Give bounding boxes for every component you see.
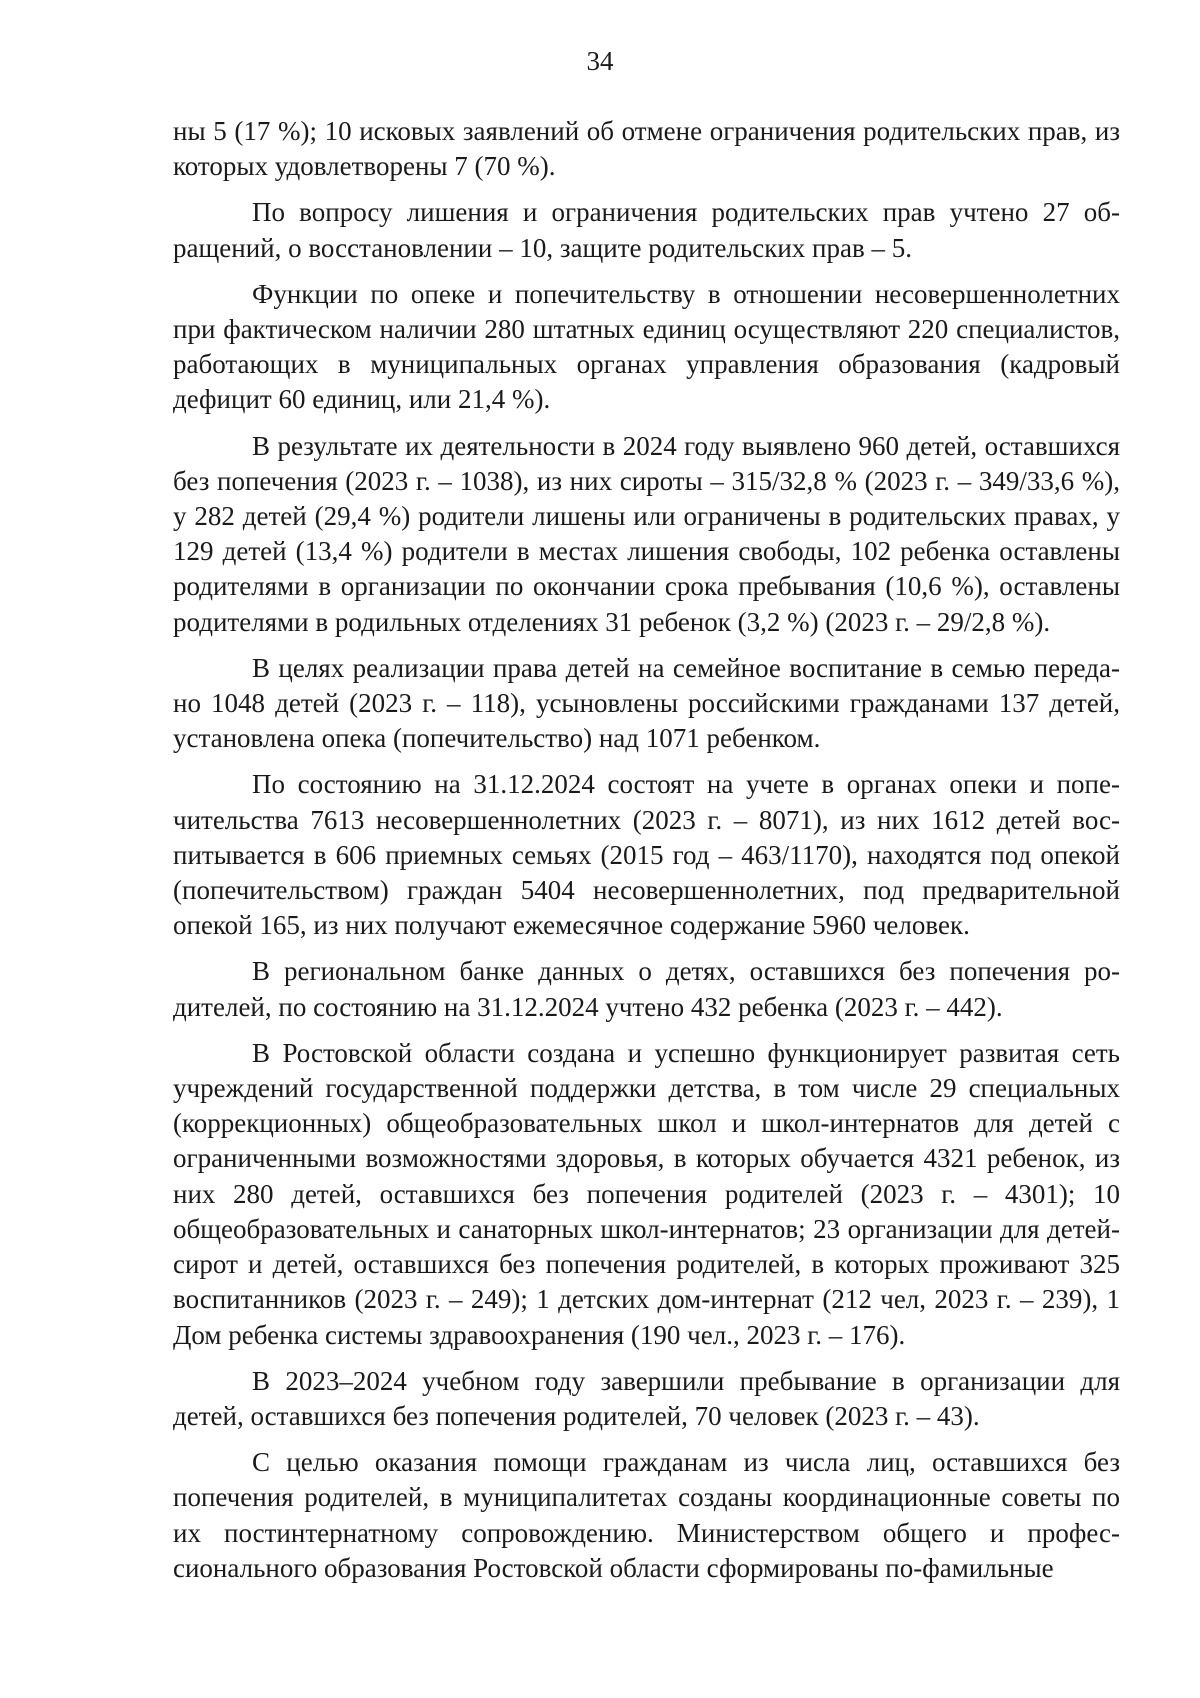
paragraph-2: По вопросу лишения и ограничения родительских прав учтено 27 обращений, о восстановлении – 10, защите родительских прав – 5. — [173, 197, 1120, 263]
document-body — [173, 114, 1120, 1597]
page-number: 34 — [586, 46, 614, 76]
paragraph-3: Функции по опеке и попечительству в отношении несовершеннолетних при фактическом наличии 280 штатных единиц осуществляют 220 специалистов, работающих в муниципальных органах управления образования (кадровый дефицит 60 единиц, или 21,4 %). — [173, 278, 1120, 415]
paragraph-7: В региональном банке данных о детях, оставшихся без попечения родителей, по состоянию на 31.12.2024 учтено 432 ребенка (2023 г. – 442). — [173, 956, 1120, 1022]
paragraph-6: По состоянию на 31.12.2024 состоят на учете в органах опеки и попечительства 7613 несовершеннолетних (2023 г. – 8071), из них 1612 детей воспитывается в 606 приемных семьях (2015 год – 463/1170), находятся под опекой (попечительством) граждан 5404 несовершеннолетних, под предварительной опекой 165, из них получают ежемесячное содержание 5960 человек. — [173, 769, 1120, 941]
paragraph-4: В результате их деятельности в 2024 году выявлено 960 детей, оставшихся без попечения (2023 г. – 1038), из них сироты – 315/32,8 % (2023 г. – 349/33,6 %), у 282 детей (29,4 %) родители лишены или ограничены в родительских правах, у 129 детей (13,4 %) родители в местах лишения свободы, 102 ребенка оставлены родителями в организации по окончании срока пребывания (10,6 %), оставлены родителями в родильных отделениях 31 ребенок (3,2 %) (2023 г. – 29/2,8 %). — [173, 430, 1120, 637]
paragraph-9: В 2023–2024 учебном году завершили пребывание в организации для детей, оставшихся без попечения родителей, 70 человек (2023 г. – 43). — [173, 1365, 1120, 1431]
paragraph-10: С целью оказания помощи гражданам из числа лиц, оставшихся без попечения родителей, в муниципалитетах созданы координационные советы по их постинтернатному сопровождению. Министерством общего и профессионального образования Ростовской области сформированы по-фамильные — [173, 1447, 1120, 1583]
paragraph-8: В Ростовской области создана и успешно функционирует развитая сеть учреждений государственной поддержки детства, в том числе 29 специальных (коррекционных) общеобразовательных школ и школ-интернатов для детей с ограниченными возможностями здоровья, в которых обучается 4321 ребенок, из них 280 детей, оставшихся без попечения родителей (2023 г. – 4301); 10 общеобразовательных и санаторных школ-интернатов; 23 организации для детей-сирот и детей, оставшихся без попечения родителей, в которых проживают 325 воспитанников (2023 г. – 249); 1 детских дом-интернат (212 чел, 2023 г. – 239), 1 Дом ребенка системы здравоохранения (190 чел., 2023 г. – 176). — [173, 1037, 1120, 1350]
paragraph-5: В целях реализации права детей на семейное воспитание в семью передано 1048 детей (2023 г. – 118), усыновлены российскими гражданами 137 детей, установлена опека (попечительство) над 1071 ребенком. — [173, 652, 1120, 754]
paragraph-1: ны 5 (17 %); 10 исковых заявлений об отмене ограничения родительских прав, из которых удовлетворены 7 (70 %). — [173, 116, 1120, 182]
